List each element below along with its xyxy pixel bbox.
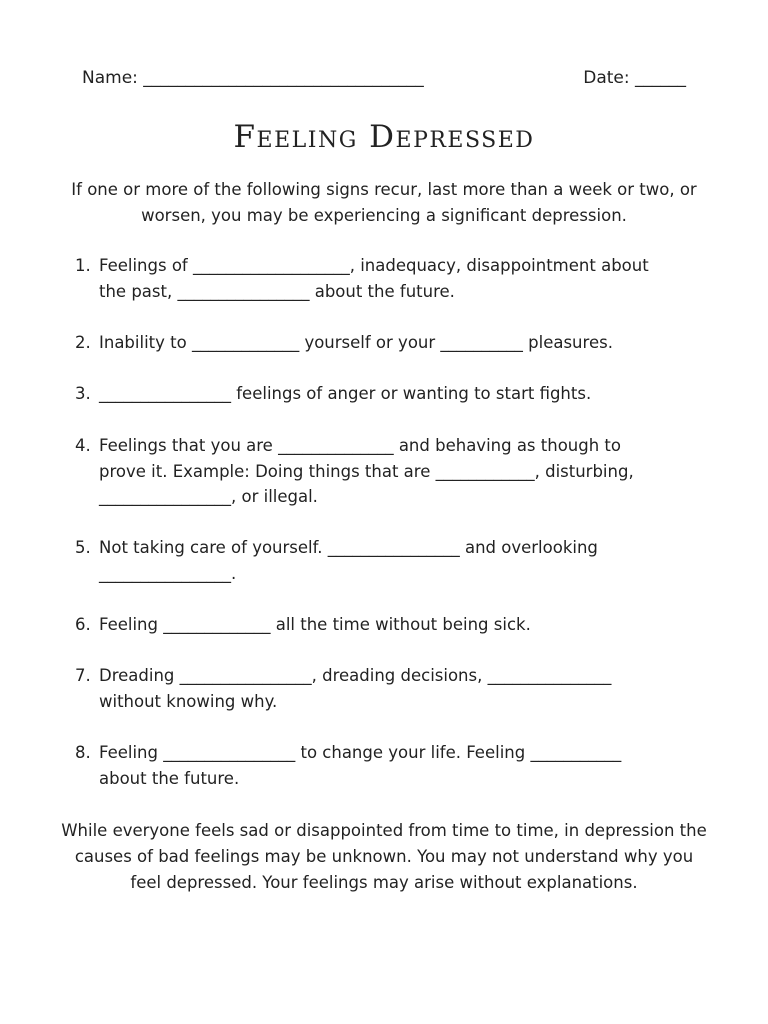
sign-number: 1. [75,256,91,275]
sign-item-6 [75,612,720,638]
sign-item-2 [75,330,720,356]
sign-item-1 [75,253,720,304]
sign-text-line: Feeling ________________ to change your life. Feeling ___________ [99,743,622,762]
sign-number: 7. [75,666,91,685]
sign-item-8 [75,740,720,791]
sign-item-5 [75,535,720,586]
sign-text-line: ________________ feelings of anger or wanting to start fights. [99,384,592,403]
header-row [82,66,686,90]
name-field: Name: _________________________________ [82,68,424,88]
sign-number: 6. [75,615,91,634]
sign-number: 4. [75,436,91,455]
sign-number: 2. [75,333,91,352]
sign-item-4 [75,433,720,510]
sign-number: 3. [75,384,91,403]
sign-text-line: Feelings of ___________________, inadequacy, disappointment about [99,256,649,275]
sign-text-line: ________________. [99,563,237,583]
sign-text-line: ________________, or illegal. [99,487,318,506]
sign-text-line: Dreading ________________, dreading decisions, _______________ [99,666,612,685]
sign-text-line: without knowing why. [99,691,278,711]
sign-item-7 [75,663,720,714]
sign-item-3 [75,381,720,407]
sign-text-line: Not taking care of yourself. ________________ and overlooking [99,538,598,557]
closing-paragraph: While everyone feels sad or disappointed from time to time, in depression the causes of bad feelings may be unknown. You may not understand why you feel depressed. Your feelings may arise without explanations. [61,821,707,892]
date-field: Date: ______ [583,68,686,88]
page-title: Feeling Depressed [233,119,535,155]
sign-text-line: Inability to _____________ yourself or your __________ pleasures. [99,333,613,352]
sign-number: 5. [75,538,91,557]
sign-text-line: the past, ________________ about the future. [99,281,455,301]
sign-text-line: about the future. [99,768,240,788]
sign-number: 8. [75,743,91,762]
sign-text-line: Feelings that you are ______________ and behaving as though to [99,436,621,455]
sign-text-line: Feeling _____________ all the time without being sick. [99,615,531,634]
intro-paragraph: If one or more of the following signs recur, last more than a week or two, or worsen, you may be experiencing a significant depression. [71,180,697,225]
sign-text-line: prove it. Example: Doing things that are ____________, disturbing, [99,461,634,481]
